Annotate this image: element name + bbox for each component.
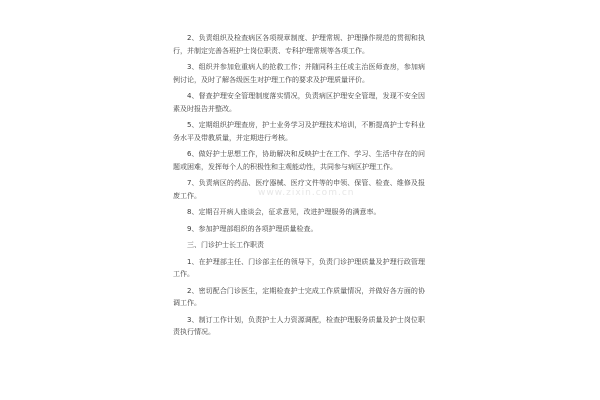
document-body bbox=[173, 32, 425, 343]
paragraph-item-4: 4、督查护理安全管理制度落实情况，负责病区护理安全管理，发现不安全因素及时报告并整改。 bbox=[173, 92, 425, 113]
paragraph-item-5: 5、定期组织护理查房，护士业务学习及护理技术培训，不断提高护士专科业务水平及带教质量，并定期进行考核。 bbox=[173, 121, 425, 142]
section-heading: 三、门诊护士长工作职责 bbox=[187, 241, 264, 249]
outpatient-item-3: 3、制订工作计划，负责护士人力资源调配，检查护理服务质量及护士岗位职责执行情况。 bbox=[173, 315, 425, 336]
paragraph-item-7: 7、负责病区的药品、医疗器械、医疗文件等的申领、保管、检查、维修及报废工作。 bbox=[173, 179, 425, 200]
paragraph-item-6: 6、做好护士思想工作，协助解决和反映护士在工作、学习、生活中存在的问题或困难，发挥每个人的积极性和主观能动性，共同参与病区护理工作。 bbox=[173, 150, 425, 171]
paragraph-item-9: 9、参加护理部组织的各项护理质量检查。 bbox=[187, 224, 318, 233]
watermark: www.zixin.com.cn bbox=[258, 188, 355, 198]
outpatient-item-2: 2、密切配合门诊医生，定期检查护士完成工作质量情况，并做好各方面的协调工作。 bbox=[173, 286, 425, 307]
outpatient-item-1: 1、在护理部主任、门诊部主任的领导下，负责门诊护理质量及护理行政管理工作。 bbox=[173, 257, 425, 278]
paragraph-item-8: 8、定期召开病人座谈会，征求意见，改进护理服务的满意率。 bbox=[187, 208, 381, 216]
paragraph-item-3: 3、组织并参加危重病人的抢救工作；并随同科主任或主治医师查房，参加病例讨论，及时了解各级医生对护理工作的要求及护理质量评价。 bbox=[173, 63, 425, 84]
paragraph-item-2: 2、负责组织及检查病区各项规章制度、护理常规、护理操作规范的贯彻和执行，并制定完善各班护士岗位职责、专科护理常规等各项工作。 bbox=[173, 34, 425, 55]
